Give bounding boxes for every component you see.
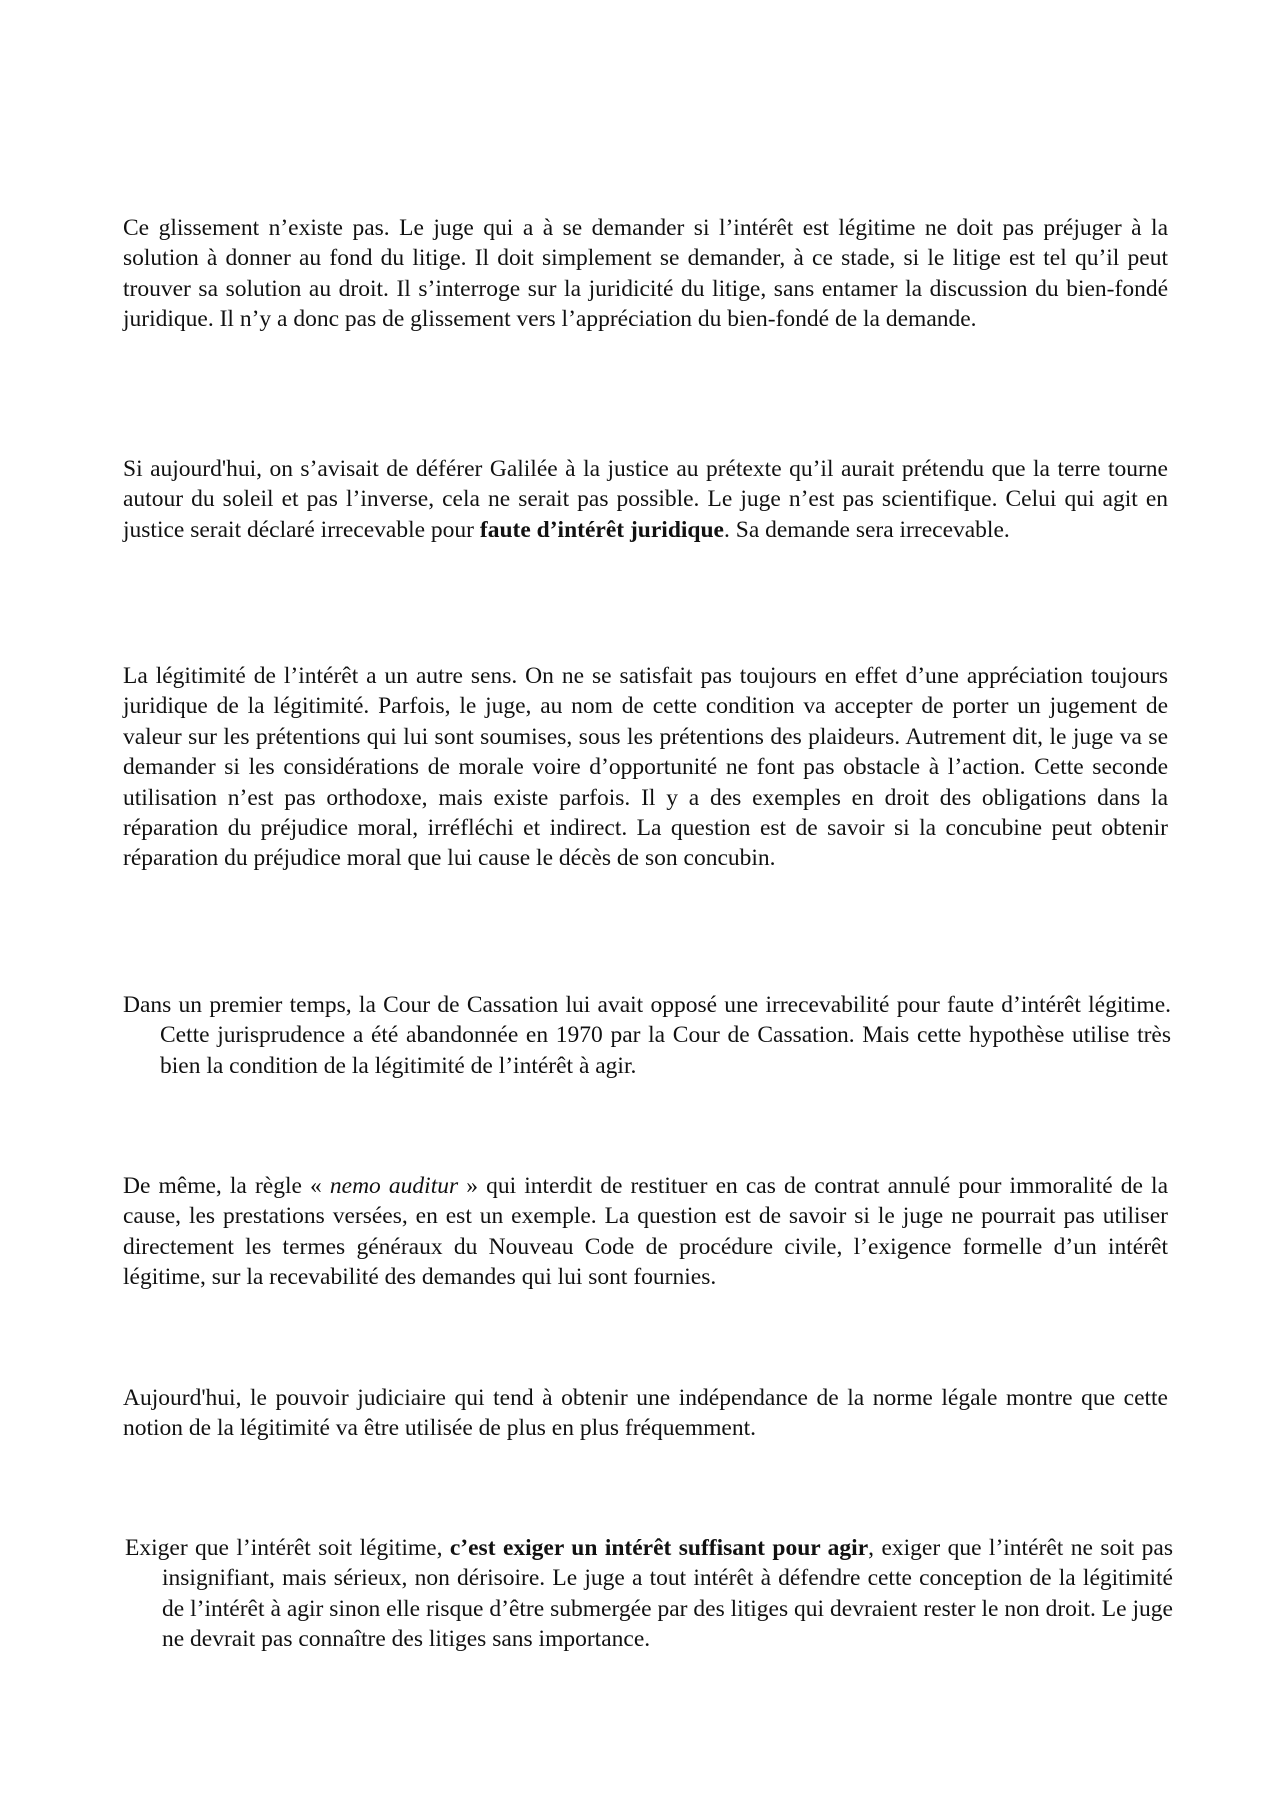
paragraph-cour-de-cassation <box>123 990 1171 1081</box>
paragraph-text: , exiger que l’intérêt ne soit pas insignifiant, mais sérieux, non dérisoire. Le juge a tout intérêt à défendre cette conception de la légitimité de l’intérêt à agir sinon elle risque d’être submergée par des litiges qui devraient rester le non droit. Le juge ne devrait pas connaître des litiges sans importance. <box>162 1535 1174 1653</box>
paragraph-text: Si aujourd'hui, on s’avisait de déférer Galilée à la justice au prétexte qu’il aurait prétendu que la terre tourne autour du soleil et pas l’inverse, cela ne serait pas possible. Le juge n’est pas scientifique. Celui qui agit en justice serait déclaré irrecevable pour <box>123 456 1168 543</box>
paragraph-text: » qui interdit de restituer en cas de contrat annulé pour immoralité de la cause, les prestations versées, en est un exemple. La question est de savoir si le juge ne pourrait pas utiliser directement les termes généraux du Nouveau Code de procédure civile, l’exigence formelle d’un intérêt légitime, sur la recevabilité des demandes qui lui sont fournies. <box>123 1173 1169 1291</box>
paragraph-text: Dans un premier temps, la Cour de Cassation lui avait opposé une irrecevabilité pour faute d’intérêt légitime. Cette jurisprudence a été abandonnée en 1970 par la Cour de Cassation. Mais cette hypothèse utilise très bien la condition de la légitimité de l’intérêt à agir. <box>123 992 1171 1079</box>
paragraph-text: Aujourd'hui, le pouvoir judiciaire qui tend à obtenir une indépendance de la norme légale montre que cette notion de la légitimité va être utilisée de plus en plus fréquemment. <box>123 1385 1168 1442</box>
paragraph-text: La légitimité de l’intérêt a un autre sens. On ne se satisfait pas toujours en effet d’une appréciation toujours juridique de la légitimité. Parfois, le juge, au nom de cette condition va accepter de porter un jugement de valeur sur les prétentions qui lui sont soumises, sous les prétentions des plaideurs. Autrement dit, le juge va se demander si les considérations de morale voire d’opportunité ne font pas obstacle à l’action. Cette seconde utilisation n’est pas orthodoxe, mais existe parfois. Il y a des exemples en droit des obligations dans la réparation du préjudice moral, irréfléchi et indirect. La question est de savoir si la concubine peut obtenir réparation du préjudice moral que lui cause le décès de son concubin. <box>123 663 1168 872</box>
paragraph-pouvoir-judiciaire <box>123 1383 1168 1444</box>
paragraph-legitimite <box>123 661 1168 874</box>
paragraph-galilee <box>123 454 1168 545</box>
paragraph-glissement <box>123 213 1168 335</box>
paragraph-text: . Sa demande sera irrecevable. <box>724 516 1010 543</box>
paragraph-text: De même, la règle « <box>123 1173 330 1199</box>
bold-term: faute d’intérêt juridique <box>479 516 724 543</box>
bold-term: c’est exiger un intérêt suffisant pour agir <box>449 1535 869 1561</box>
paragraph-nemo-auditur <box>123 1171 1168 1293</box>
italic-term: nemo auditur <box>329 1173 459 1199</box>
paragraph-text: Ce glissement n’existe pas. Le juge qui a à se demander si l’intérêt est légitime ne doit pas préjuger à la solution à donner au fond du litige. Il doit simplement se demander, à ce stade, si le litige est tel qu’il peut trouver sa solution au droit. Il s’interroge sur la juridicité du litige, sans entamer la discussion du bien-fondé juridique. Il n’y a donc pas de glissement vers l’appréciation du bien-fondé de la demande. <box>123 215 1168 333</box>
paragraph-text: Exiger que l’intérêt soit légitime, <box>125 1535 450 1561</box>
paragraph-interet-suffisant <box>125 1533 1173 1655</box>
